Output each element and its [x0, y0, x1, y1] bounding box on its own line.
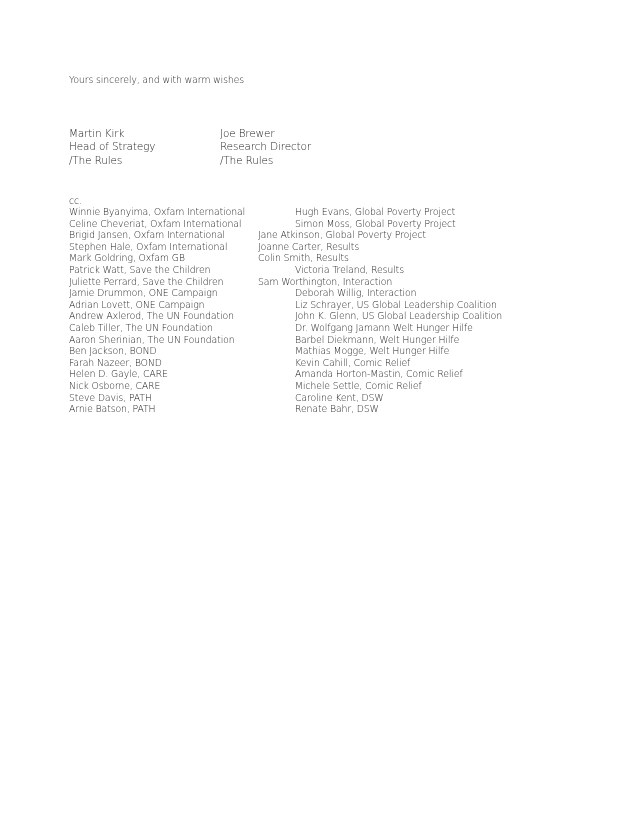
closing-line: Yours sincerely, and with warm wishes	[69, 75, 245, 86]
signatory-block-1	[69, 128, 155, 168]
cc-recipient: Winnie Byanyima, Oxfam International	[69, 207, 246, 218]
cc-recipient: Celine Cheveriat, Oxfam International	[69, 218, 242, 230]
cc-recipient: Simon Moss, Global Poverty Project	[295, 218, 456, 230]
cc-recipient: Patrick Watt, Save the Children	[69, 264, 211, 276]
signatory-org: /The Rules	[69, 154, 123, 167]
cc-recipient: Michele Settle, Comic Relief	[295, 380, 422, 392]
signatory-name: Martin Kirk	[69, 128, 125, 140]
cc-recipient: Jane Atkinson, Global Poverty Project	[258, 230, 426, 242]
signatory-name: Joe Brewer	[220, 128, 275, 140]
cc-recipient: Andrew Axlerod, The UN Foundation	[69, 311, 234, 323]
cc-recipient: Farah Nazeer, BOND	[69, 357, 162, 369]
cc-recipient: Colin Smith, Results	[258, 253, 349, 265]
signatory-title: Head of Strategy	[69, 141, 156, 154]
cc-recipient: Jamie Drummon, ONE Campaign	[69, 288, 218, 300]
cc-list-left	[69, 207, 245, 416]
cc-recipient: Liz Schrayer, US Global Leadership Coalition	[295, 299, 497, 311]
cc-recipient: Deborah Willig, Interaction	[295, 288, 417, 300]
cc-list-right	[258, 207, 502, 416]
cc-recipient: Barbel Diekmann, Welt Hunger Hilfe	[295, 334, 460, 346]
cc-label: cc.	[69, 196, 82, 207]
cc-recipient: Sam Worthington, Interaction	[258, 276, 393, 288]
signatory-title: Research Director	[220, 141, 312, 154]
cc-recipient: Kevin Cahill, Comic Relief	[295, 357, 411, 369]
cc-recipient: Hugh Evans, Global Poverty Project	[295, 207, 456, 218]
cc-recipient: Nick Osborne, CARE	[69, 380, 161, 392]
cc-recipient: Steve Davis, PATH	[69, 392, 152, 404]
cc-recipient: Amanda Horton-Mastin, Comic Relief	[295, 369, 463, 381]
cc-recipient: Mark Goldring, Oxfam GB	[69, 253, 185, 265]
cc-recipient: Helen D. Gayle, CARE	[69, 369, 168, 381]
signatory-block-2	[220, 128, 311, 168]
cc-recipient: John K. Glenn, US Global Leadership Coalition	[295, 311, 503, 323]
cc-recipient: Ben Jackson, BOND	[69, 346, 157, 358]
cc-recipient: Caleb Tiller, The UN Foundation	[69, 322, 213, 334]
cc-recipient: Renate Bahr, DSW	[295, 404, 379, 416]
cc-recipient: Aaron Sherinian, The UN Foundation	[69, 334, 235, 346]
cc-recipient: Dr. Wolfgang Jamann Welt Hunger Hilfe	[295, 322, 473, 334]
cc-recipient: Stephen Hale, Oxfam International	[69, 241, 228, 253]
cc-recipient: Mathias Mogge, Welt Hunger Hilfe	[295, 346, 450, 358]
cc-recipient: Victoria Treland, Results	[295, 264, 404, 276]
cc-recipient: Adrian Lovett, ONE Campaign	[69, 299, 205, 311]
cc-recipient: Brigid Jansen, Oxfam International	[69, 230, 225, 242]
signatory-org: /The Rules	[220, 154, 274, 167]
cc-recipient: Joanne Carter, Results	[258, 241, 360, 253]
cc-recipient: Juliette Perrard, Save the Children	[69, 276, 224, 288]
cc-recipient: Caroline Kent, DSW	[295, 392, 384, 404]
cc-recipient: Arnie Batson, PATH	[69, 404, 156, 416]
